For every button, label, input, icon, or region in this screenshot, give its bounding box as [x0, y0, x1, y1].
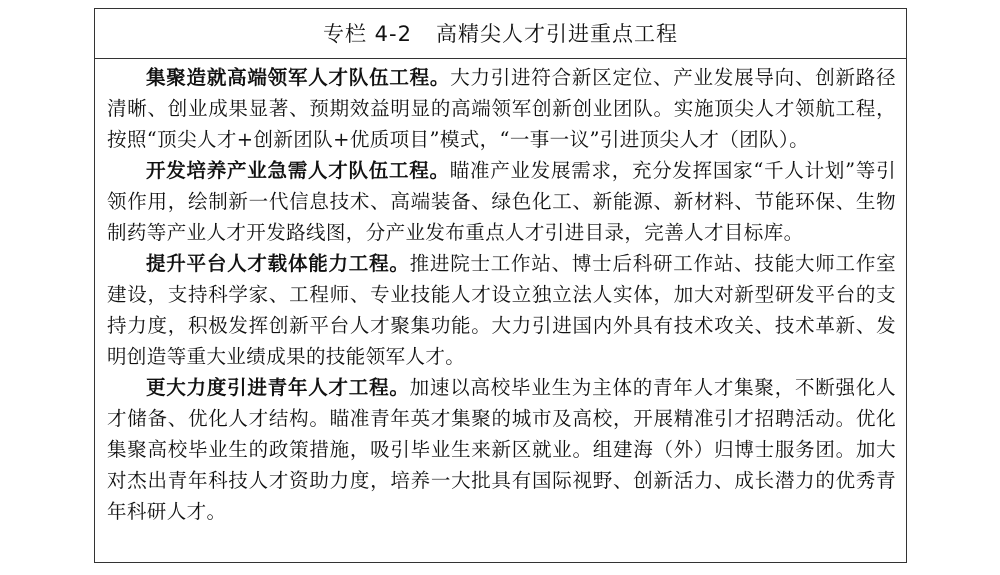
paragraph-body: 大力引进符合新区定位、产业发展导向、创新路径清晰、创业成果显著、预期效益明显的高端领军创新创业团队。实施顶尖人才领航工程，按照“顶尖人才+创新团队+优质项目”模式，“一事一议”引进顶尖人才（团队）。 [107, 66, 896, 151]
column-content [95, 59, 906, 527]
column-number: 专栏 4-2 [323, 22, 412, 46]
paragraph-body: 加速以高校毕业生为主体的青年人才集聚，不断强化人才储备、优化人才结构。瞄准青年英才集聚的城市及高校，开展精准引才招聘活动。优化集聚高校毕业生的政策措施，吸引毕业生来新区就业。组建海（外）归博士服务团。加大对杰出青年科技人才资助力度，培养一大批具有国际视野、创新活力、成长潜力的优秀青年科研人才。 [107, 376, 897, 523]
paragraph-high-end-talent [107, 62, 896, 155]
paragraph-industry-talent [107, 155, 896, 248]
paragraph-lead: 更大力度引进青年人才工程。 [146, 376, 410, 399]
column-title [95, 9, 906, 59]
paragraph-body: 瞄准产业发展需求，充分发挥国家“千人计划”等引领作用，绘制新一代信息技术、高端装备、绿色化工、新能源、新材料、节能环保、生物制药等产业人才开发路线图，分产业发布重点人才引进目录，完善人才目标库。 [107, 159, 896, 244]
paragraph-lead: 提升平台人才载体能力工程。 [146, 252, 410, 275]
paragraph-lead: 开发培养产业急需人才队伍工程。 [146, 159, 450, 182]
paragraph-platform-talent [107, 248, 896, 372]
column-box [94, 8, 907, 563]
paragraph-body: 推进院士工作站、博士后科研工作站、技能大师工作室建设，支持科学家、工程师、专业技能人才设立独立法人实体，加大对新型研发平台的支持力度，积极发挥创新平台人才聚集功能。大力引进国内外具有技术攻关、技术革新、发明创造等重大业绩成果的技能领军人才。 [107, 252, 897, 368]
paragraph-lead: 集聚造就高端领军人才队伍工程。 [146, 66, 451, 89]
paragraph-youth-talent [107, 372, 896, 527]
column-title-text: 高精尖人才引进重点工程 [435, 22, 678, 46]
